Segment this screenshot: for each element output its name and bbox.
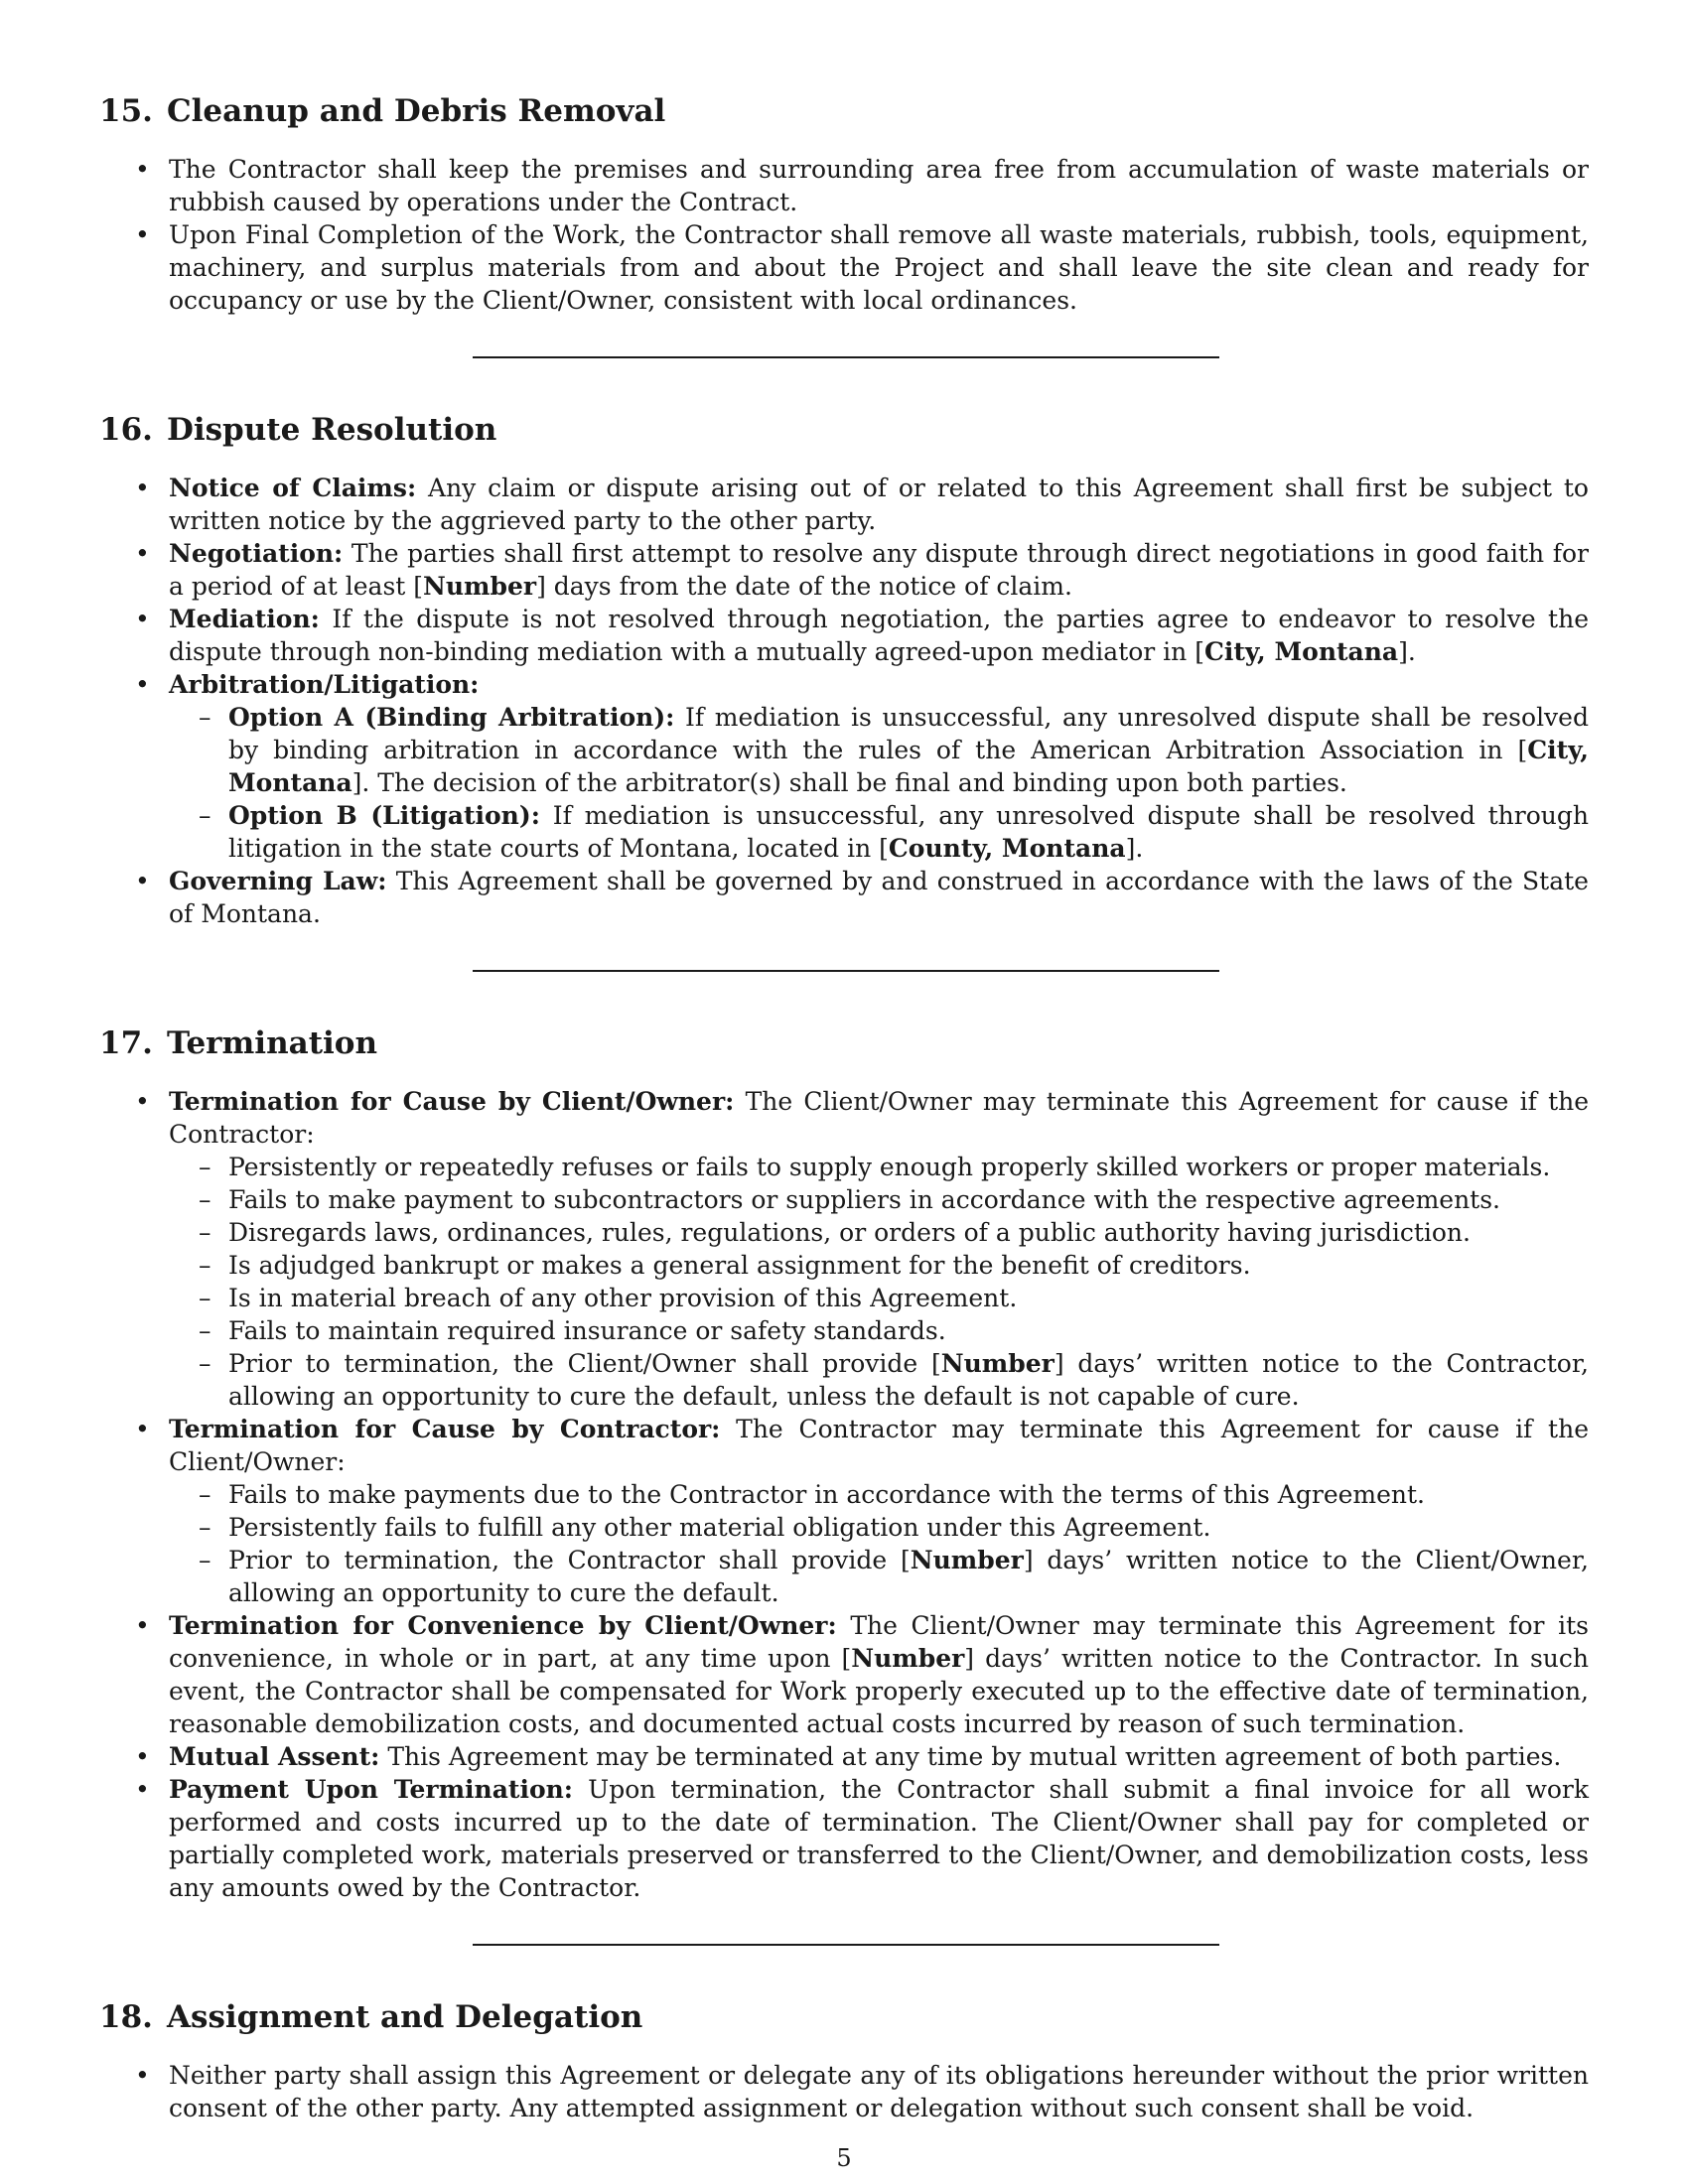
sub-list-item: – Prior to termination, the Client/Owner shall provide [Number] days’ written notice to the Contractor, allowing an opportunity to cure the default, unless the default is not capable of cure.: [169, 1347, 1589, 1413]
section-cleanup: [99, 91, 1589, 317]
sub-list-item: – Disregards laws, ordinances, rules, regulations, or orders of a public authority having jurisdiction.: [169, 1216, 1589, 1249]
list-item: • Mediation: If the dispute is not resolved through negotiation, the parties agree to endeavor to resolve the dispute through non-binding mediation with a mutually agreed-upon mediator in [City, Montana].: [99, 603, 1589, 668]
placeholder-field: Number: [423, 572, 537, 601]
list-item: • Mutual Assent: This Agreement may be terminated at any time by mutual written agreement of both parties.: [99, 1740, 1589, 1773]
sub-list-item: – Is in material breach of any other provision of this Agreement.: [169, 1282, 1589, 1314]
placeholder-field: County, Montana: [888, 834, 1126, 863]
page-number: 5: [836, 2144, 852, 2172]
placeholder-field: Number: [851, 1644, 965, 1673]
document-page: [99, 91, 1589, 2124]
placeholder-field: City, Montana: [228, 736, 1589, 797]
list-item: • Negotiation: The parties shall first attempt to resolve any dispute through direct negotiations in good faith for a period of at least [Number] days from the date of the notice of claim.: [99, 537, 1589, 603]
list-item: • Notice of Claims: Any claim or dispute arising out of or related to this Agreement shall first be subject to written notice by the aggrieved party to the other party.: [99, 472, 1589, 537]
placeholder-field: City, Montana: [1203, 637, 1399, 666]
sub-list-item: – Persistently or repeatedly refuses or fails to supply enough properly skilled workers or proper materials.: [169, 1151, 1589, 1183]
section-dispute-resolution: [99, 410, 1589, 930]
sub-list: [169, 701, 1589, 865]
sub-list-item: – Fails to make payments due to the Contractor in accordance with the terms of this Agreement.: [169, 1478, 1589, 1511]
list-item: • Governing Law: This Agreement shall be governed by and construed in accordance with the laws of the State of Montana.: [99, 865, 1589, 930]
list-item: • Termination for Convenience by Client/Owner: The Client/Owner may terminate this Agreement for its convenience, in whole or in part, at any time upon [Number] days’ written notice to the Contractor. In such event, the Contractor shall be compensated for Work properly executed up to the effective date of termination, reasonable demobilization costs, and documented actual costs incurred by reason of such termination.: [99, 1609, 1589, 1740]
sub-list-item: – Option B (Litigation): If mediation is unsuccessful, any unresolved dispute shall be resolved through litigation in the state courts of Montana, located in [County, Montana].: [169, 799, 1589, 865]
sub-list-item: – Persistently fails to fulfill any other material obligation under this Agreement.: [169, 1511, 1589, 1544]
section-heading: 16. Dispute Resolution: [99, 412, 497, 448]
sub-list-item: – Fails to make payment to subcontractors or suppliers in accordance with the respective agreements.: [169, 1183, 1589, 1216]
sub-list: [169, 1151, 1589, 1413]
sub-list-item: – Fails to maintain required insurance or safety standards.: [169, 1314, 1589, 1347]
section-assignment: [99, 1997, 1589, 2124]
sub-list-item: – Prior to termination, the Contractor shall provide [Number] days’ written notice to the Client/Owner, allowing an opportunity to cure the default.: [169, 1544, 1589, 1609]
bullet-list: [99, 1085, 1589, 1904]
list-item: • Upon Final Completion of the Work, the Contractor shall remove all waste materials, rubbish, tools, equipment, machinery, and surplus materials from and about the Project and shall leave the site clean and ready for occupancy or use by the Client/Owner, consistent with local ordinances.: [99, 218, 1589, 317]
list-item: • The Contractor shall keep the premises and surrounding area free from accumulation of waste materials or rubbish caused by operations under the Contract.: [99, 153, 1589, 218]
list-item: • Termination for Cause by Contractor: The Contractor may terminate this Agreement for cause if the Client/Owner: – Fails to make payments due to the Contractor in accordance with the terms of this Agreement. – Persistently fails to fulfill any other material obligation under this Agreement. – Prior to termination, the Contractor shall provide [Number] days’ written notice to the Client/Owner, allowing an opportunity to cure the default.: [99, 1413, 1589, 1609]
bullet-list: [99, 153, 1589, 317]
section-heading: 15. Cleanup and Debris Removal: [99, 93, 666, 129]
sub-list: [169, 1478, 1589, 1609]
placeholder-field: Number: [910, 1546, 1024, 1574]
placeholder-field: Number: [940, 1349, 1055, 1378]
list-item: • Arbitration/Litigation: – Option A (Binding Arbitration): If mediation is unsuccessful, any unresolved dispute shall be resolved by binding arbitration in accordance with the rules of the American Arbitration Association in [City, Montana]. The decision of the arbitrator(s) shall be final and binding upon both parties. – Option B (Litigation): If mediation is unsuccessful, any unresolved dispute shall be resolved through litigation in the state courts of Montana, located in [County, Montana].: [99, 668, 1589, 865]
sub-list-item: – Option A (Binding Arbitration): If mediation is unsuccessful, any unresolved dispute shall be resolved by binding arbitration in accordance with the rules of the American Arbitration Association in [City, Montana]. The decision of the arbitrator(s) shall be final and binding upon both parties.: [169, 701, 1589, 799]
section-heading: 18. Assignment and Delegation: [99, 1999, 643, 2035]
section-termination: [99, 1024, 1589, 1904]
bullet-list: [99, 472, 1589, 930]
list-item: • Payment Upon Termination: Upon termination, the Contractor shall submit a final invoice for all work performed and costs incurred up to the date of termination. The Client/Owner shall pay for completed or partially completed work, materials preserved or transferred to the Client/Owner, and demobilization costs, less any amounts owed by the Contractor.: [99, 1773, 1589, 1904]
section-heading: 17. Termination: [99, 1025, 378, 1061]
list-item: • Termination for Cause by Client/Owner: The Client/Owner may terminate this Agreement for cause if the Contractor: – Persistently or repeatedly refuses or fails to supply enough properly skilled workers or proper materials. – Fails to make payment to subcontractors or suppliers in accordance with the respective agreements. – Disregards laws, ordinances, rules, regulations, or orders of a public authority having jurisdiction. – Is adjudged bankrupt or makes a general assignment for the benefit of creditors. – Is in material breach of any other provision of this Agreement. – Fails to maintain required insurance or safety standards. – Prior to termination, the Client/Owner shall provide [Number] days’ written notice to the Contractor, allowing an opportunity to cure the default, unless the default is not capable of cure.: [99, 1085, 1589, 1413]
list-item: • Neither party shall assign this Agreement or delegate any of its obligations hereunder without the prior written consent of the other party. Any attempted assignment or delegation without such consent shall be void.: [99, 2059, 1589, 2124]
sub-list-item: – Is adjudged bankrupt or makes a general assignment for the benefit of creditors.: [169, 1249, 1589, 1282]
bullet-list: [99, 2059, 1589, 2124]
